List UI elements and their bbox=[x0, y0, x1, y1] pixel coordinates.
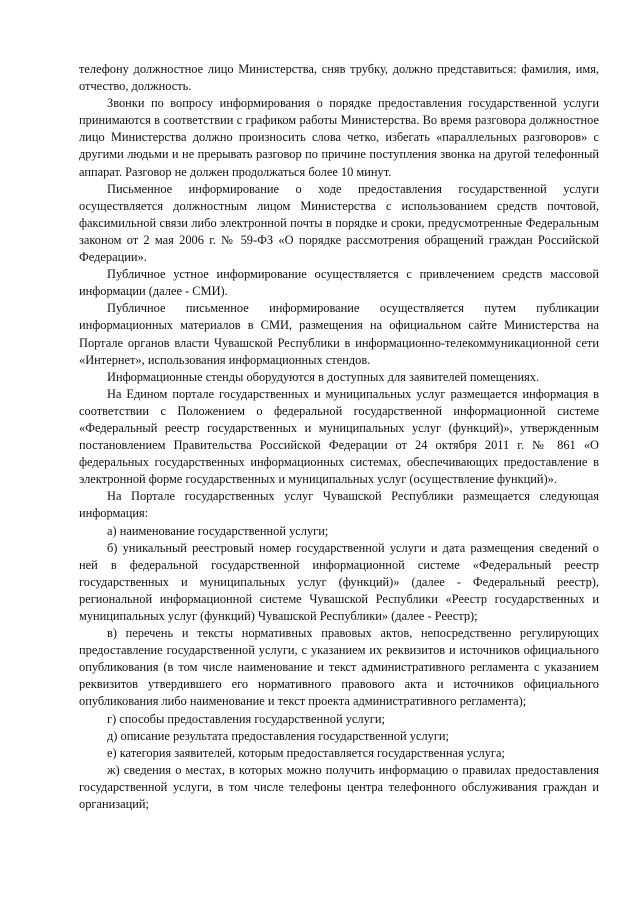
list-item-e: е) категория заявителей, которым предоставляется государственная услуга; bbox=[107, 745, 505, 760]
document-page bbox=[79, 61, 599, 813]
paragraph-5: Публичное письменное информирование осуществляется путем публикации информационных материалов в СМИ, размещения на официальном сайте Министерства на Портале органов власти Чувашской Республики в информационно-телекоммуникационной сети «Интернет», использования информационных стендов. bbox=[79, 301, 599, 367]
list-item-g: г) способы предоставления государственной услуги; bbox=[107, 711, 385, 726]
paragraph-4: Публичное устное информирование осуществляется с привлечением средств массовой информации (далее - СМИ). bbox=[79, 267, 599, 299]
paragraph-8: На Портале государственных услуг Чувашской Республики размещается следующая информация: bbox=[79, 489, 599, 521]
list-item-b: б) уникальный реестровый номер государственной услуги и дата размещения сведений о ней в федеральной государственной информационной системе «Федеральный реестр государственных и муниципальных услуг (функций)» (далее - Федеральный реестр), региональной информационной системе Чувашской Республики «Реестр государственных и муниципальных услуг (функций) Чувашской Республики» (далее - Реестр); bbox=[79, 540, 599, 623]
list-item-a: а) наименование государственной услуги; bbox=[107, 523, 329, 538]
paragraph-1: телефону должностное лицо Министерства, сняв трубку, должно представиться: фамилия, имя, отчество, должность. bbox=[79, 62, 599, 94]
list-item-zh: ж) сведения о местах, в которых можно получить информацию о правилах предоставления государственной услуги, в том числе телефоны центра телефонного обслуживания граждан и организаций; bbox=[79, 762, 599, 812]
paragraph-7: На Едином портале государственных и муниципальных услуг размещается информация в соответствии с Положением о федеральной государственной информационной системе «Федеральный реестр государственных и муниципальных услуг (функций)», утвержденным постановлением Правительства Российской Федерации от 24 октября 2011 г. № 861 «О федеральных государственных информационных системах, обеспечивающих предоставление в электронной форме государственных и муниципальных услуг (осуществление функций)». bbox=[79, 386, 599, 487]
list-item-v: в) перечень и тексты нормативных правовых актов, непосредственно регулирующих предоставление государственной услуги, с указанием их реквизитов и источников официального опубликования (в том числе наименование и текст административного регламента с указанием реквизитов утвердившего его нормативного правового акта и источников официального опубликования либо наименование и текст проекта административного регламента); bbox=[79, 626, 599, 709]
paragraph-6: Информационные стенды оборудуются в доступных для заявителей помещениях. bbox=[107, 369, 540, 384]
paragraph-3: Письменное информирование о ходе предоставления государственной услуги осуществляется должностным лицом Министерства с использованием средств почтовой, факсимильной связи либо электронной почты в порядке и сроки, предусмотренные Федеральным законом от 2 мая 2006 г. № 59-ФЗ «О порядке рассмотрения обращений граждан Российской Федерации». bbox=[79, 181, 599, 265]
paragraph-2: Звонки по вопросу информирования о порядке предоставления государственной услуги принимаются в соответствии с графиком работы Министерства. Во время разговора должностное лицо Министерства должно произносить слова четко, избегать «параллельных разговоров» с другими людьми и не прерывать разговор по причине поступления звонка на другой телефонный аппарат. Разговор не должен продолжаться более 10 минут. bbox=[79, 96, 599, 179]
list-item-d: д) описание результата предоставления государственной услуги; bbox=[107, 728, 449, 743]
